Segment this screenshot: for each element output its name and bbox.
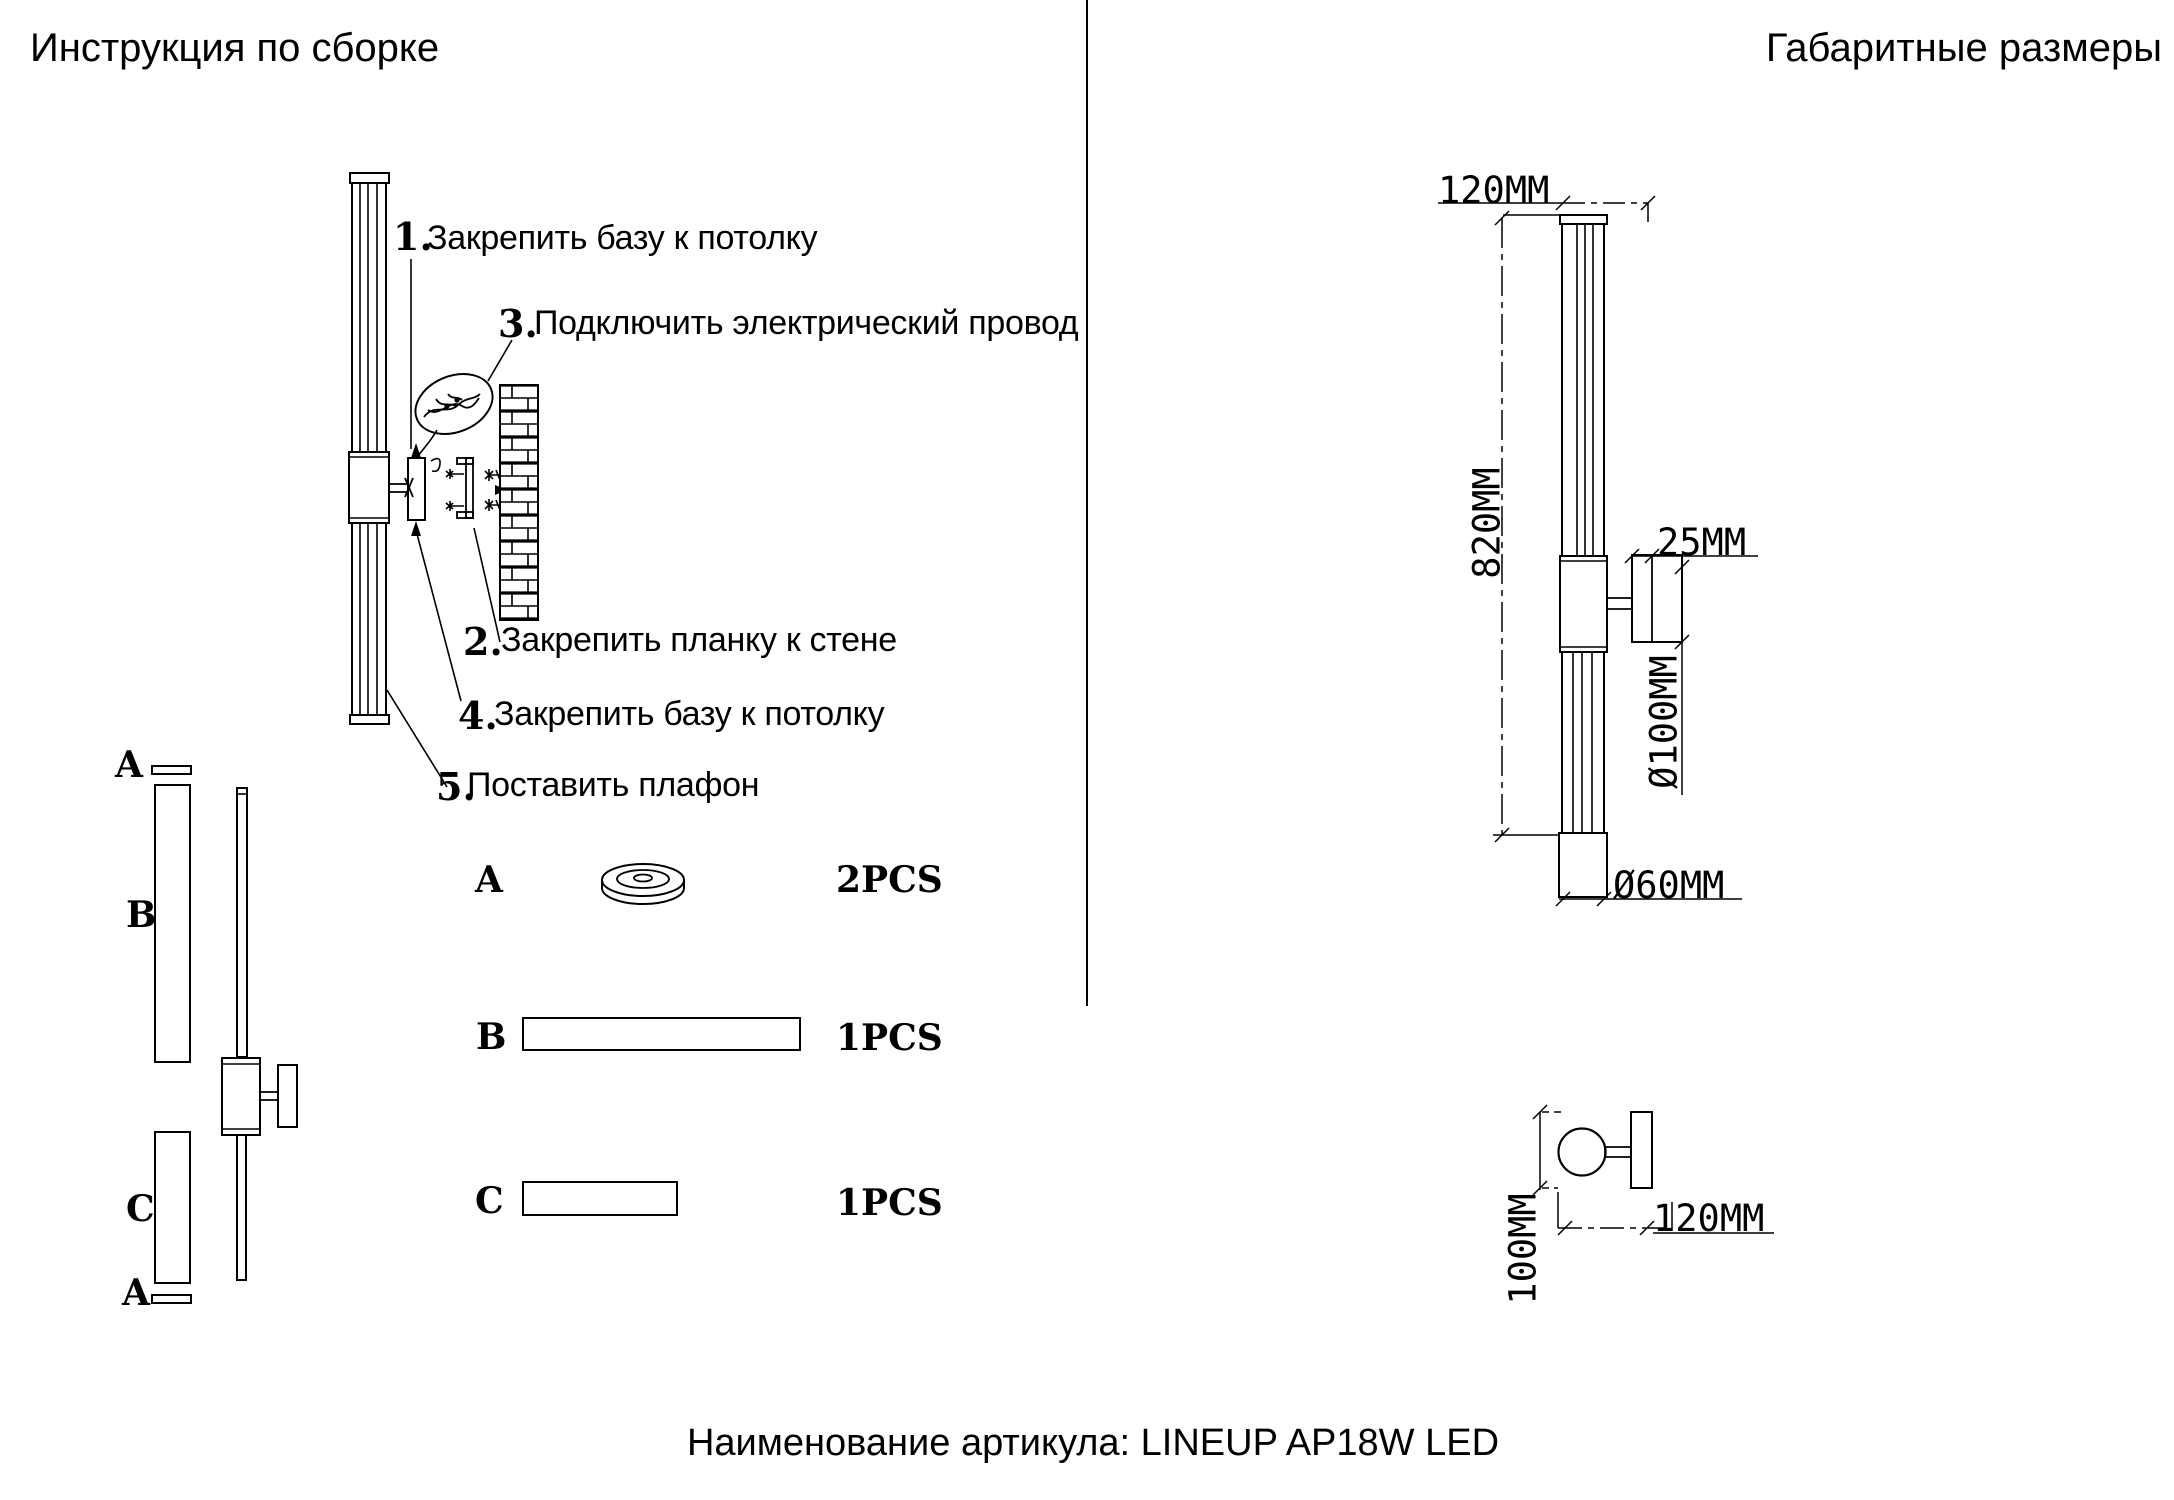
step-3-number: 3. [498,301,538,346]
part-b-tube [155,785,190,1062]
part-c-tube [155,1132,190,1283]
lamp-body [349,173,389,724]
step-5-label: Поставить плафон [467,766,760,804]
mounting-plate [446,458,473,518]
leader-step4 [417,534,461,701]
dim-label-120-top: 120MM [1438,169,1550,212]
exploded-label-a-top: A [115,744,143,786]
parts-row-b-label: B [476,1016,507,1058]
wall-bracket [389,443,440,536]
article-name: Наименование артикула: LINEUP AP18W LED [686,1422,1500,1464]
tube-section [1559,1129,1606,1176]
part-b-picture [523,1018,800,1050]
dim-label-25: 25MM [1657,521,1747,564]
step-4-label: Закрепить базу к потолку [494,695,885,733]
wall-plate-section [1631,1112,1652,1188]
dim-label-120-bottom: 120MM [1653,1197,1765,1240]
leader-step3 [488,340,512,381]
parts-row-a-label: A [475,859,503,901]
part-a-top-cap [152,766,191,774]
step-2-number: 2. [463,619,503,664]
exploded-label-b: B [126,894,157,936]
part-c-picture [523,1182,677,1215]
parts-row-c-label: C [475,1180,504,1222]
step-1-label: Закрепить базу к потолку [427,219,818,257]
right-section-title: Габаритные размеры [1765,26,2162,70]
exploded-label-a-bottom: A [122,1272,150,1314]
parts-row-c-qty: 1PCS [836,1182,943,1224]
brick-wall [500,385,538,620]
step-4-number: 4. [458,693,498,738]
dim-label-60: Ø60MM [1613,864,1725,907]
step-2-label: Закрепить планку к стене [501,621,897,659]
parts-pictures [510,855,810,1225]
assembled-side-view [222,788,297,1280]
lamp-side-view [1559,215,1607,897]
left-section-title: Инструкция по сборке [30,26,440,70]
parts-row-b-qty: 1PCS [836,1017,943,1059]
exploded-view [145,755,310,1315]
step-1-number: 1. [393,214,433,259]
section-divider [1086,0,1088,1006]
step-3-label: Подключить электрический провод [534,304,1079,342]
step-5-number: 5. [436,764,476,809]
exploded-label-c: C [126,1188,155,1230]
part-a-ring [602,864,684,904]
wire-balloon [406,363,501,456]
dim-label-100-bottom: 100MM [1501,1193,1545,1305]
parts-row-a-qty: 2PCS [836,859,943,901]
dim-label-100-diameter: Ø100MM [1642,655,1686,789]
wall-mount [1607,555,1682,642]
dim-label-820: 820MM [1465,467,1509,579]
part-a-bottom-cap [152,1295,191,1303]
